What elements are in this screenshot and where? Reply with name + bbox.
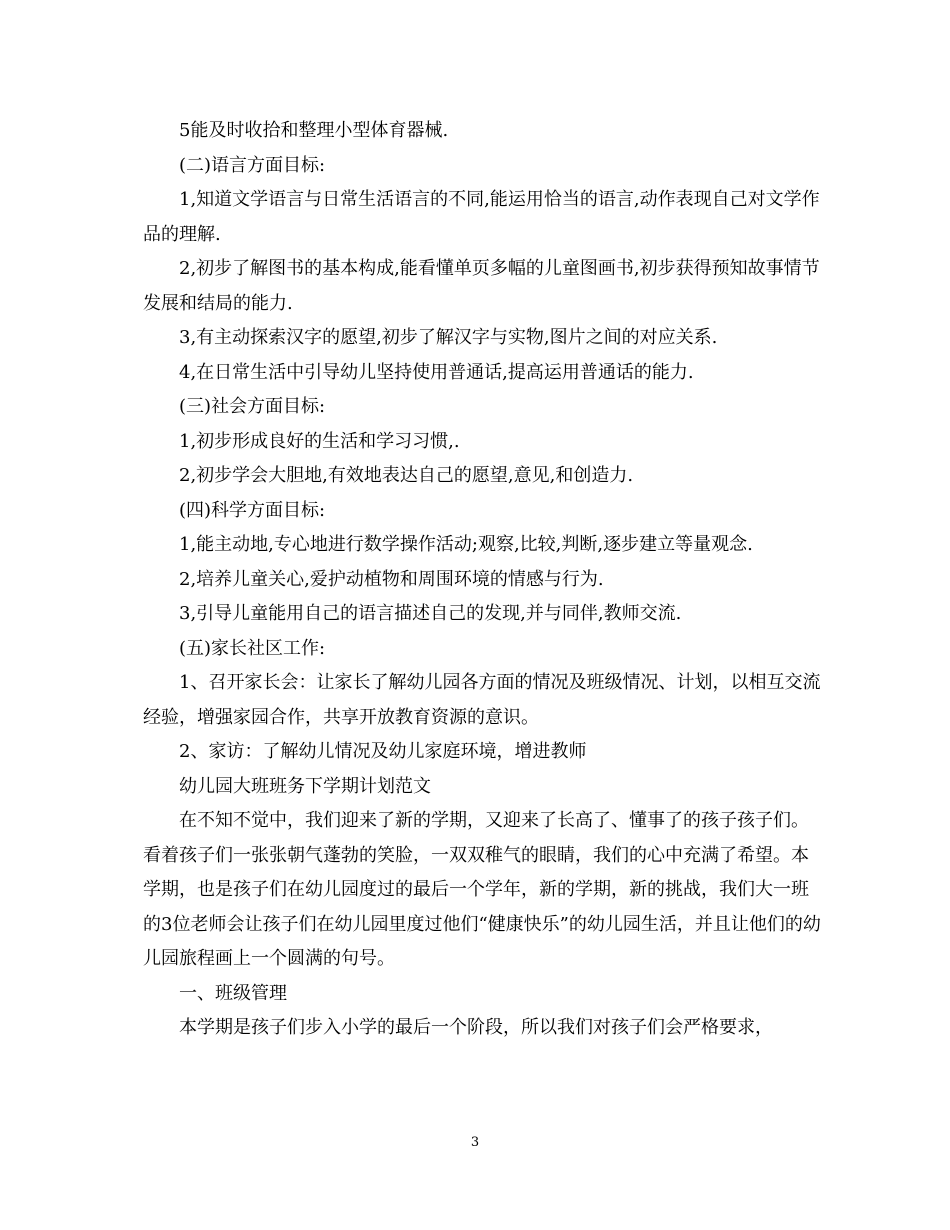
paragraph: 2,培养儿童关心,爱护动植物和周围环境的情感与行为. bbox=[179, 568, 604, 590]
section-heading-science: (四)科学方面目标: bbox=[179, 499, 326, 521]
paragraph: 5能及时收拾和整理小型体育器械. bbox=[179, 120, 449, 141]
paragraph: 1,能主动地,专心地进行数学操作活动;观察,比较,判断,逐步建立等量观念. bbox=[179, 534, 753, 555]
paragraph: 2、家访：了解幼儿情况及幼儿家庭环境，增进教师 bbox=[179, 741, 587, 762]
paragraph: 4,在日常生活中引导幼儿坚持使用普通话,提高运用普通话的能力. bbox=[179, 361, 694, 383]
paragraph: 2,初步了解图书的基本构成,能看懂单页多幅的儿童图画书,初步获得预知故事情节发展和结局的能力. bbox=[143, 258, 820, 314]
section-heading-social: (三)社会方面目标: bbox=[179, 396, 326, 417]
paragraph: 1,知道文学语言与日常生活语言的不同,能运用恰当的语言,动作表现自己对文学作品的理解. bbox=[143, 189, 820, 245]
paragraph: 2,初步学会大胆地,有效地表达自己的愿望,意见,和创造力. bbox=[179, 465, 634, 486]
paragraph: 1、召开家长会：让家长了解幼儿园各方面的情况及班级情况、计划，以相互交流经验，增强家园合作，共享开放教育资源的意识。 bbox=[143, 672, 821, 728]
paragraph: 3,引导儿童能用自己的语言描述自己的发现,并与同伴,教师交流. bbox=[179, 603, 682, 624]
paragraph: 本学期是孩子们步入小学的最后一个阶段，所以我们对孩子们会严格要求， bbox=[179, 1017, 773, 1038]
paragraph: 3,有主动探索汉字的愿望,初步了解汉字与实物,图片之间的对应关系. bbox=[179, 327, 718, 348]
page-number: 3 bbox=[470, 1135, 480, 1150]
paragraph: 在不知不觉中，我们迎来了新的学期，又迎来了长高了、懂事了的孩子孩子们。看着孩子们一张张朝气蓬勃的笑脸，一双双稚气的眼睛，我们的心中充满了希望。本学期，也是孩子们在幼儿园度过的最后一个学年，新的学期，新的挑战，我们大一班的3位老师会让孩子们在幼儿园里度过他们“健康快乐”的幼儿园生活，并且让他们的幼儿园旅程画上一个圆满的句号。 bbox=[143, 810, 821, 969]
document-title: 幼儿园大班班务下学期计划范文 bbox=[179, 775, 431, 797]
section-heading-parents: (五)家长社区工作: bbox=[179, 637, 326, 659]
paragraph: 1,初步形成良好的生活和学习习惯,. bbox=[179, 430, 460, 452]
document-body bbox=[143, 114, 823, 1046]
section-heading-class-management: 一、班级管理 bbox=[179, 982, 287, 1004]
section-heading-language: (二)语言方面目标: bbox=[179, 154, 326, 176]
